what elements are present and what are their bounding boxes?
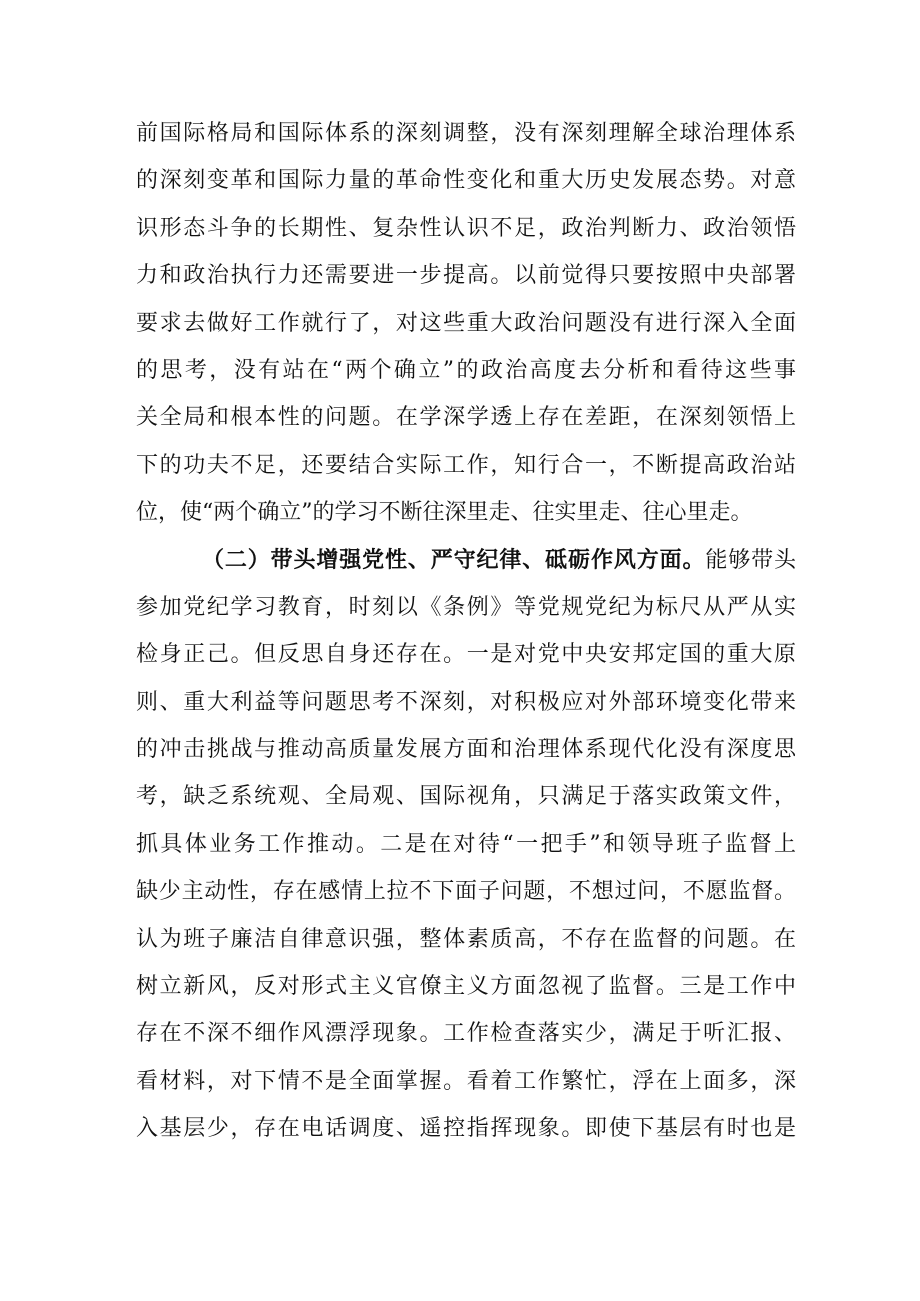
text-line: 关全局和根本性的问题。在学深学透上存在差距，在深刻领悟上 xyxy=(136,405,796,431)
text-line: 下的功夫不足，还要结合实际工作，知行合一，不断提高政治站 xyxy=(136,452,796,478)
text-line: 考，缺乏系统观、全局观、国际视角，只满足于落实政策文件， xyxy=(136,784,796,810)
text-line: 要求去做好工作就行了，对这些重大政治问题没有进行深入全面 xyxy=(136,310,796,336)
text-line: 识形态斗争的长期性、复杂性认识不足，政治判断力、政治领悟 xyxy=(136,215,796,241)
text-line: 抓具体业务工作推动。二是在对待“一把手”和领导班子监督上 xyxy=(136,831,796,857)
text-line: 存在不深不细作风漂浮现象。工作检查落实少，满足于听汇报、 xyxy=(136,1021,796,1047)
text-line: 看材料，对下情不是全面掌握。看着工作繁忙，浮在上面多，深 xyxy=(136,1068,796,1094)
text-line: 的思考，没有站在“两个确立”的政治高度去分析和看待这些事 xyxy=(136,357,796,383)
text-line: 力和政治执行力还需要进一步提高。以前觉得只要按照中央部署 xyxy=(136,263,796,289)
section-heading: （二）带头增强党性、严守纪律、砥砺作风方面。 xyxy=(202,546,706,573)
text-line: 树立新风，反对形式主义官僚主义方面忽视了监督。三是工作中 xyxy=(136,974,796,1000)
text-line: 检身正己。但反思自身还存在。一是对党中央安邦定国的重大原 xyxy=(136,642,796,668)
paragraph-political-awareness xyxy=(136,110,796,537)
text-line: 缺少主动性，存在感情上拉不下面子问题，不想过问，不愿监督。 xyxy=(136,879,796,905)
heading-continuation: 能够带头 xyxy=(705,547,796,573)
text-line: 认为班子廉洁自律意识强，整体素质高，不存在监督的问题。在 xyxy=(136,926,796,952)
text-line: 入基层少，存在电话调度、遥控指挥现象。即使下基层有时也是 xyxy=(136,1116,796,1142)
text-line: 参加党纪学习教育，时刻以《条例》等党规党纪为标尺从严从实 xyxy=(136,594,796,620)
document-body xyxy=(136,110,796,1153)
text-line: 则、重大利益等问题思考不深刻，对积极应对外部环境变化带来 xyxy=(136,689,796,715)
text-line: 的深刻变革和国际力量的革命性变化和重大历史发展态势。对意 xyxy=(136,168,796,194)
text-line: 位，使“两个确立”的学习不断往深里走、往实里走、往心里走。 xyxy=(136,500,753,526)
text-line: 的冲击挑战与推动高质量发展方面和治理体系现代化没有深度思 xyxy=(136,737,796,763)
paragraph-party-discipline xyxy=(136,537,796,1153)
text-line: 前国际格局和国际体系的深刻调整，没有深刻理解全球治理体系 xyxy=(136,121,796,146)
text-line-first xyxy=(136,537,796,584)
